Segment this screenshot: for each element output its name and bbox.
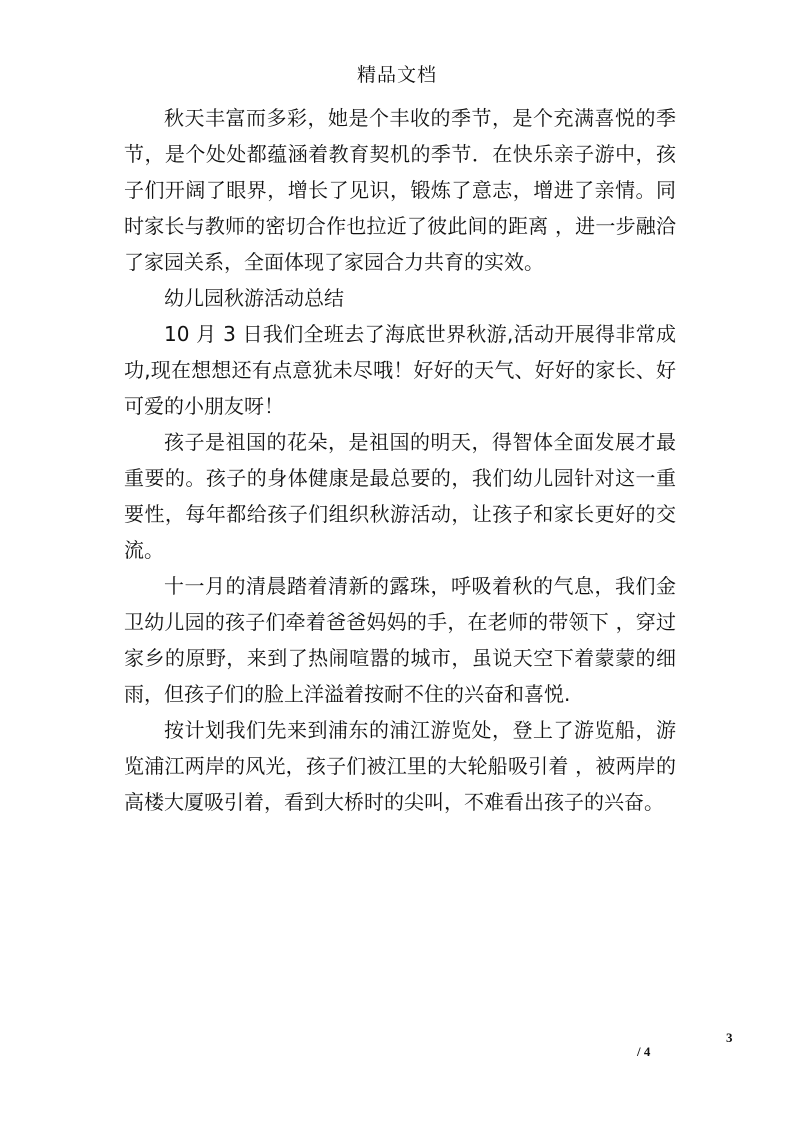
section-heading: 幼儿园秋游活动总结 <box>164 286 344 310</box>
paragraph-autumn-summary: 秋天丰富而多彩，她是个丰收的季节，是个充满喜悦的季节，是个处处都蕴涵着教育契机的季节．在快乐亲子游中，孩子们开阔了眼界，增长了见识，锻炼了意志，增进了亲情。同时家长与教师的密切合作也拉近了彼此间的距离 ，进一步融洽了家园关系，全面体现了家园合力共育的实效。 <box>124 106 676 274</box>
page-total: / 4 <box>637 1044 651 1059</box>
paragraph-november-morning: 十一月的清晨踏着清新的露珠，呼吸着秋的气息，我们金卫幼儿园的孩子们牵着爸爸妈妈的手，在老师的带领下 ，穿过家乡的原野，来到了热闹喧嚣的城市，虽说天空下着蒙蒙的细雨，但孩子们的脸上洋溢着按耐不住的兴奋和喜悦. <box>124 574 676 706</box>
page-number: 3 <box>726 1030 733 1045</box>
paragraph-trip-intro: 10 月 3 日我们全班去了海底世界秋游,活动开展得非常成功,现在想想还有点意犹未尽哦！好好的天气、好好的家长、好可爱的小朋友呀！ <box>124 322 676 418</box>
paragraph-children-health: 孩子是祖国的花朵，是祖国的明天，得智体全面发展才最重要的。孩子的身体健康是最总要的，我们幼儿园针对这一重要性，每年都给孩子们组织秋游活动，让孩子和家长更好的交流。 <box>124 430 676 562</box>
paragraph-pujiang-tour: 按计划我们先来到浦东的浦江游览处，登上了游览船，游览浦江两岸的风光，孩子们被江里的大轮船吸引着 ，被两岸的高楼大厦吸引着，看到大桥时的尖叫，不难看出孩子的兴奋。 <box>124 718 676 814</box>
page-header-title: 精品文档 <box>356 64 437 86</box>
document-body <box>124 100 676 820</box>
